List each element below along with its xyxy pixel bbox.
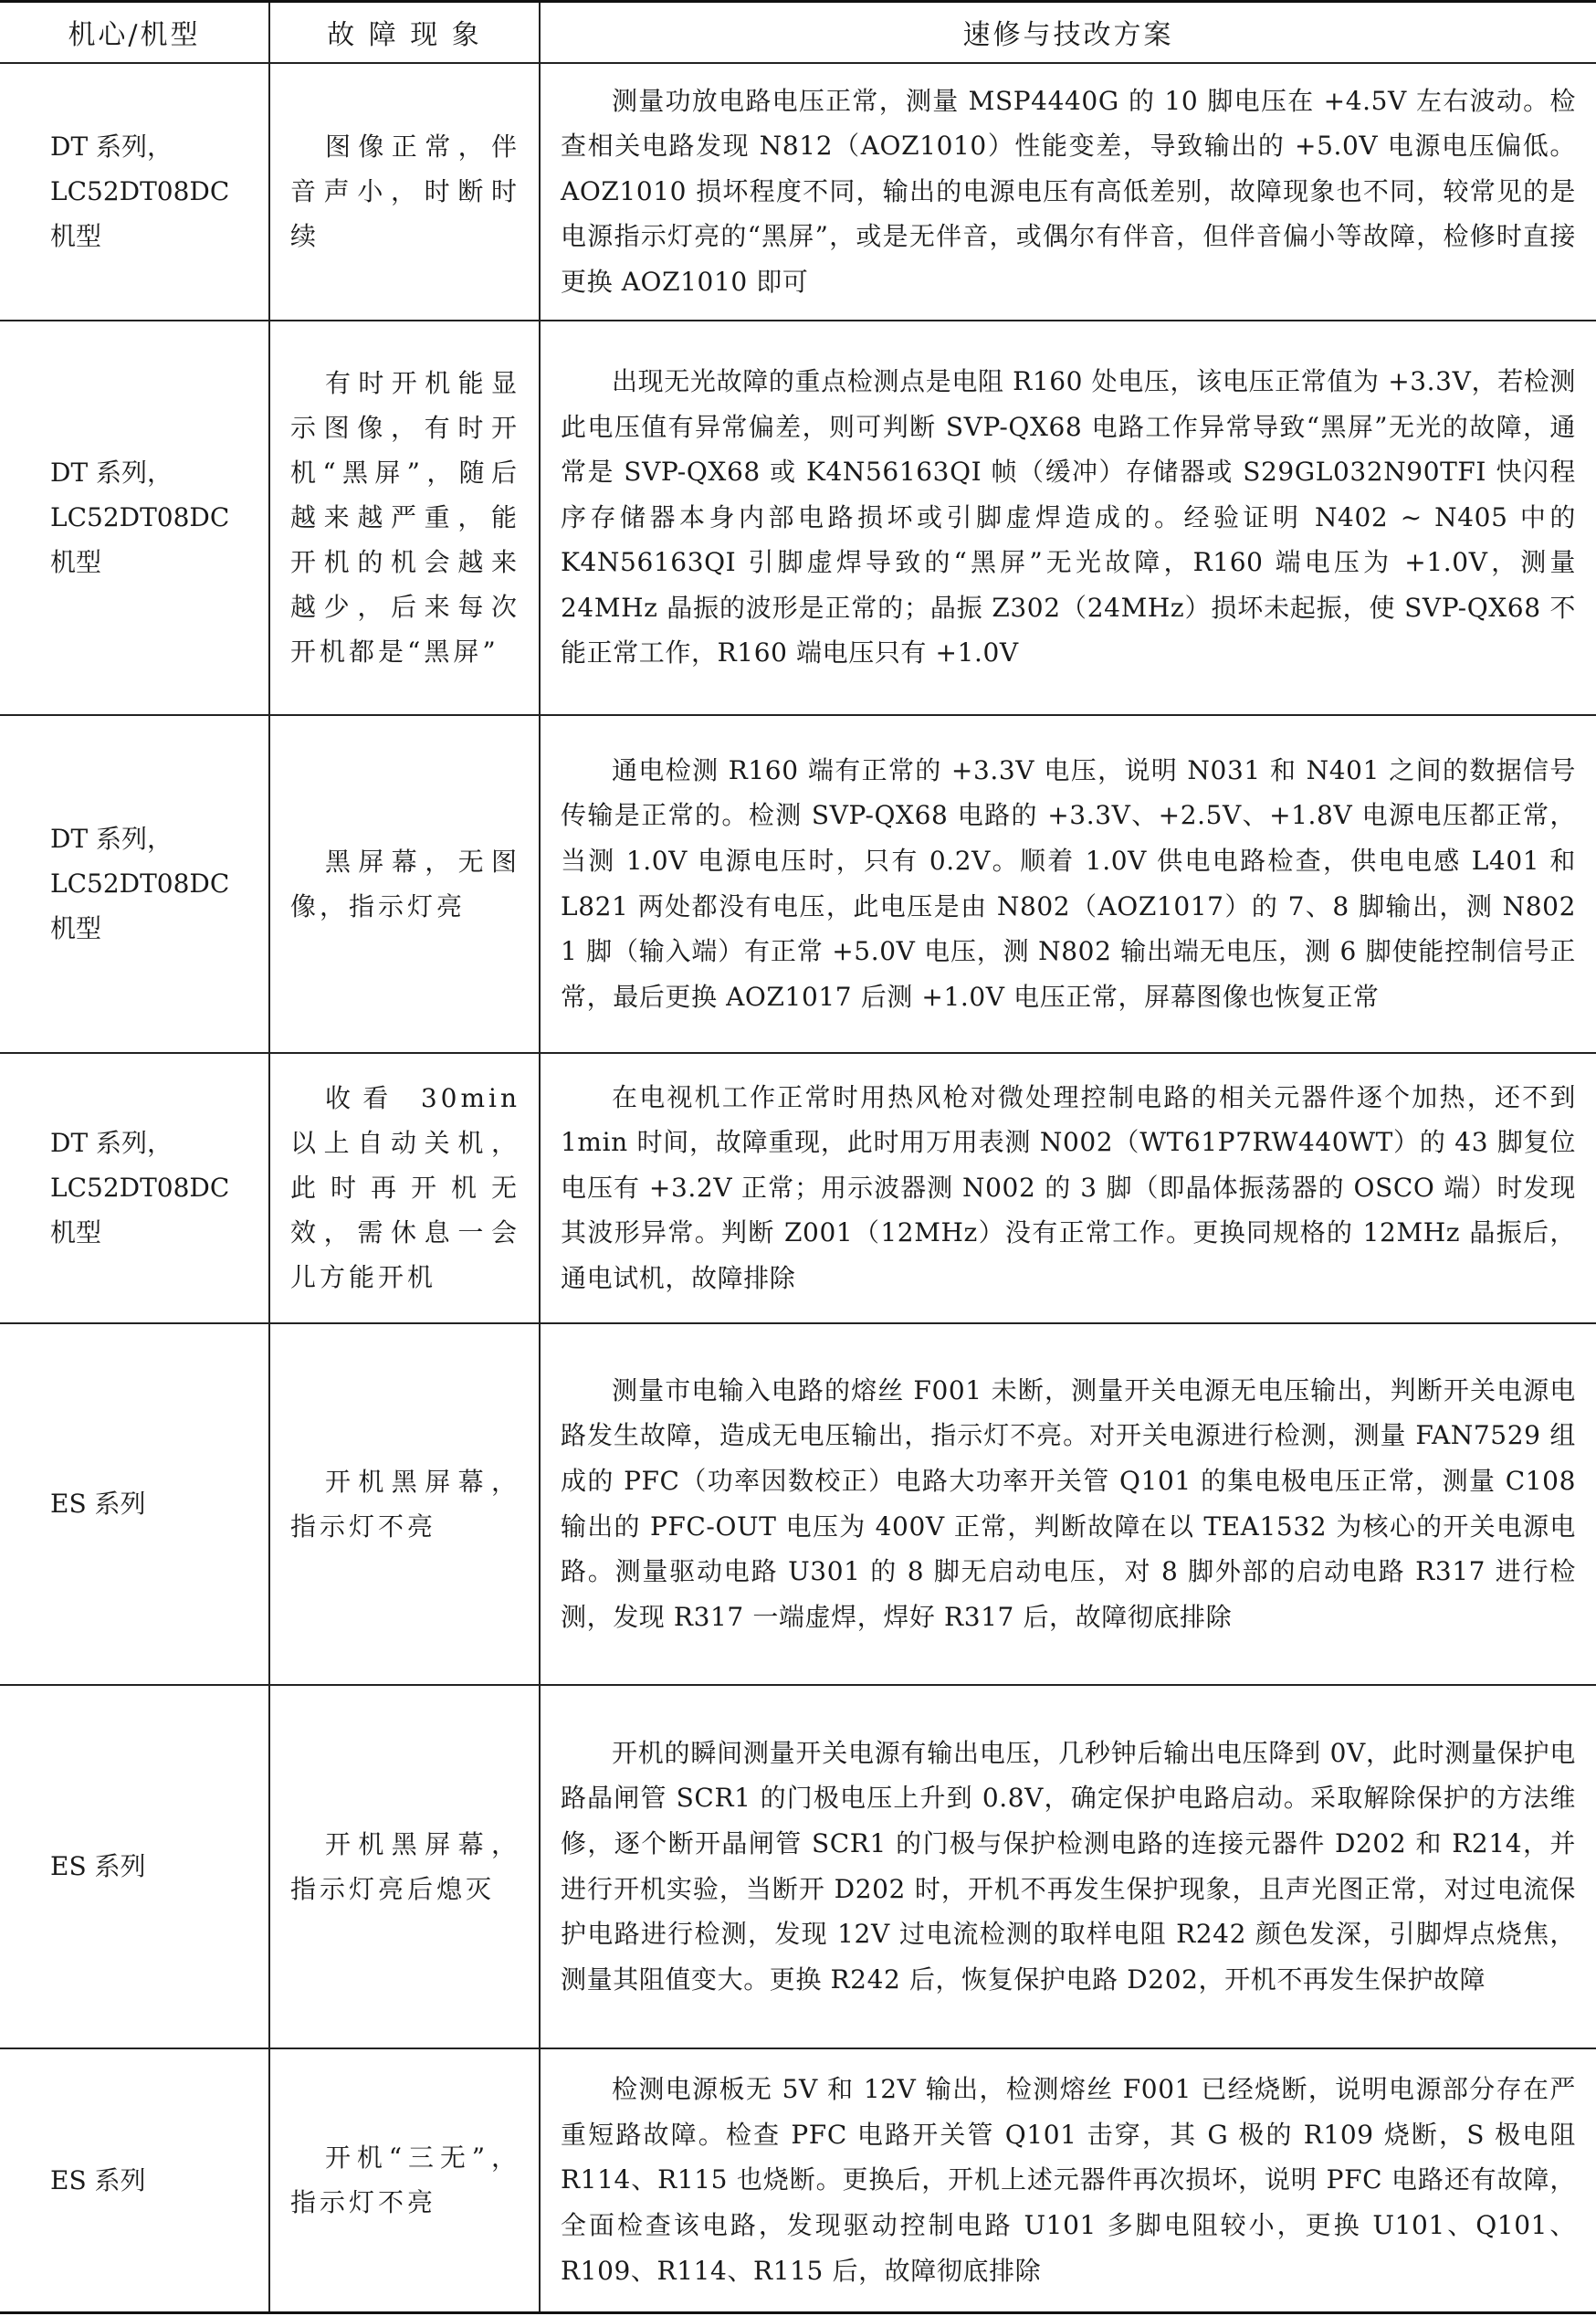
solution-cell: 在电视机工作正常时用热风枪对微处理控制电路的相关元器件逐个加热，还不到 1min 时间，故障重现，此时用万用表测 N002（WT61P7RW440WT）的 43 脚复位电压有 +3.2V 正常；用示波器测 N002 的 3 脚（即晶体振荡器的 OSCO 端）时发现其波形异常。判断 Z001（12MHz）没有正常工作。更换同规格的 12MHz 晶振后，通电试机，故障排除 xyxy=(540,1053,1596,1323)
model-cell xyxy=(0,2048,269,2313)
table-row xyxy=(0,321,1596,715)
model-line: ES 系列 xyxy=(50,1851,146,1881)
model-cell xyxy=(0,321,269,715)
table-row xyxy=(0,715,1596,1053)
table-row xyxy=(0,2048,1596,2313)
model-line: DT 系列， xyxy=(50,824,173,854)
model-line: LC52DT08DC xyxy=(50,502,230,532)
model-cell xyxy=(0,1053,269,1323)
symptom-cell: 开机“三无”，指示灯不亮 xyxy=(269,2048,540,2313)
symptom-cell: 开机黑屏幕，指示灯亮后熄灭 xyxy=(269,1685,540,2048)
symptom-cell: 有时开机能显示图像，有时开机“黑屏”，随后越来越严重，能开机的机会越来越少，后来每次开机都是“黑屏” xyxy=(269,321,540,715)
model-line: LC52DT08DC xyxy=(50,176,230,206)
model-line: LC52DT08DC xyxy=(50,1173,230,1203)
solution-cell: 出现无光故障的重点检测点是电阻 R160 处电压，该电压正常值为 +3.3V，若检测此电压值有异常偏差，则可判断 SVP-QX68 电路工作异常导致“黑屏”无光的故障，通常是 SVP-QX68 或 K4N56163QI 帧（缓冲）存储器或 S29GL032N90TFI 快闪程序存储器本身内部电路损坏或引脚虚焊造成的。经验证明 N402 ~ N405 中的 K4N56163QI 引脚虚焊导致的“黑屏”无光故障，R160 端电压为 +1.0V，测量 24MHz 晶振的波形是正常的；晶振 Z302（24MHz）损坏未起振，使 SVP-QX68 不能正常工作，R160 端电压只有 +1.0V xyxy=(540,321,1596,715)
header-solution: 速修与技改方案 xyxy=(540,2,1596,63)
model-line: DT 系列， xyxy=(50,132,173,162)
model-line: DT 系列， xyxy=(50,458,173,488)
model-line: 机型 xyxy=(50,547,102,577)
solution-cell: 测量市电输入电路的熔丝 F001 未断，测量开关电源无电压输出，判断开关电源电路发生故障，造成无电压输出，指示灯不亮。对开关电源进行检测，测量 FAN7529 组成的 PFC（功率因数校正）电路大功率开关管 Q101 的集电极电压正常，测量 C108 输出的 PFC-OUT 电压为 400V 正常，判断故障在以 TEA1532 为核心的开关电源电路。测量驱动电路 U301 的 8 脚无启动电压，对 8 脚外部的启动电路 R317 进行检测，发现 R317 一端虚焊，焊好 R317 后，故障彻底排除 xyxy=(540,1323,1596,1685)
table-row xyxy=(0,1053,1596,1323)
solution-cell: 通电检测 R160 端有正常的 +3.3V 电压，说明 N031 和 N401 之间的数据信号传输是正常的。检测 SVP-QX68 电路的 +3.3V、+2.5V、+1.8V 电源电压都正常，当测 1.0V 电源电压时，只有 0.2V。顺着 1.0V 供电电路检查，供电电感 L401 和 L821 两处都没有电压，此电压是由 N802（AOZ1017）的 7、8 脚输出，测 N802 1 脚（输入端）有正常 +5.0V 电压，测 N802 输出端无电压，测 6 脚使能控制信号正常，最后更换 AOZ1017 后测 +1.0V 电压正常，屏幕图像也恢复正常 xyxy=(540,715,1596,1053)
header-model: 机心/机型 xyxy=(0,2,269,63)
symptom-cell: 黑屏幕，无图像，指示灯亮 xyxy=(269,715,540,1053)
header-symptom: 故 障 现 象 xyxy=(269,2,540,63)
table-row xyxy=(0,1685,1596,2048)
model-cell xyxy=(0,715,269,1053)
table-row xyxy=(0,63,1596,321)
model-line: 机型 xyxy=(50,913,102,943)
model-line: LC52DT08DC xyxy=(50,868,230,899)
symptom-cell: 图像正常，伴音声小，时断时续 xyxy=(269,63,540,321)
model-line: ES 系列 xyxy=(50,1489,146,1519)
symptom-cell: 开机黑屏幕，指示灯不亮 xyxy=(269,1323,540,1685)
table-row xyxy=(0,1323,1596,1685)
header-row xyxy=(0,2,1596,63)
symptom-cell: 收看 30min 以上自动关机，此时再开机无效，需休息一会儿方能开机 xyxy=(269,1053,540,1323)
model-line: ES 系列 xyxy=(50,2164,146,2195)
model-line: 机型 xyxy=(50,1217,102,1247)
model-cell xyxy=(0,1685,269,2048)
solution-cell: 开机的瞬间测量开关电源有输出电压，几秒钟后输出电压降到 0V，此时测量保护电路晶闸管 SCR1 的门极电压上升到 0.8V，确定保护电路启动。采取解除保护的方法维修，逐个断开晶闸管 SCR1 的门极与保护检测电路的连接元器件 D202 和 R214，并进行开机实验，当断开 D202 时，开机不再发生保护现象，且声光图正常，对过电流保护电路进行检测，发现 12V 过电流检测的取样电阻 R242 颜色发深，引脚焊点烧焦，测量其阻值变大。更换 R242 后，恢复保护电路 D202，开机不再发生保护故障 xyxy=(540,1685,1596,2048)
solution-cell: 检测电源板无 5V 和 12V 输出，检测熔丝 F001 已经烧断，说明电源部分存在严重短路故障。检查 PFC 电路开关管 Q101 击穿，其 G 极的 R109 烧断，S 极电阻 R114、R115 也烧断。更换后，开机上述元器件再次损坏，说明 PFC 电路还有故障，全面检查该电路，发现驱动控制电路 U101 多脚电阻较小，更换 U101、Q101、R109、R114、R115 后，故障彻底排除 xyxy=(540,2048,1596,2313)
model-cell xyxy=(0,63,269,321)
model-line: 机型 xyxy=(50,221,102,251)
solution-cell: 测量功放电路电压正常，测量 MSP4440G 的 10 脚电压在 +4.5V 左右波动。检查相关电路发现 N812（AOZ1010）性能变差，导致输出的 +5.0V 电源电压偏低。AOZ1010 损坏程度不同，输出的电源电压有高低差别，故障现象也不同，较常见的是电源指示灯亮的“黑屏”，或是无伴音，或偶尔有伴音，但伴音偏小等故障，检修时直接更换 AOZ1010 即可 xyxy=(540,63,1596,321)
model-line: DT 系列， xyxy=(50,1128,173,1158)
model-cell xyxy=(0,1323,269,1685)
